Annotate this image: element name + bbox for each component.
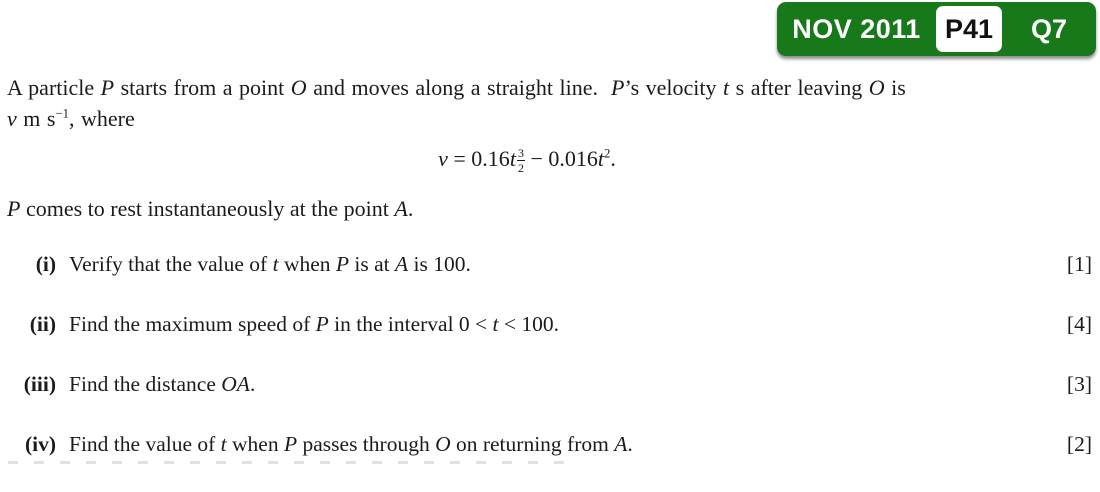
question-text: Find the distance OA.: [69, 372, 256, 396]
exam-reference-badge: [777, 2, 1096, 56]
marks-label: [4]: [1066, 312, 1092, 336]
marks-label: [3]: [1066, 372, 1092, 396]
question-text: Verify that the value of t when P is at A is 100.: [69, 252, 471, 276]
rest-statement: P comes to rest instantaneously at the point A.: [7, 196, 414, 221]
badge-paper-label: P41: [944, 13, 994, 44]
question-text: Find the maximum speed of P in the interval 0 < t < 100.: [69, 312, 560, 336]
question-text: Find the value of t when P passes through O on returning from A.: [69, 432, 633, 456]
question-list: [0, 252, 1100, 492]
badge-session-label: NOV 2011: [792, 13, 921, 44]
badge-question-label: Q7: [1030, 13, 1068, 44]
intro-line-1: A particle P starts from a point O and moves along a straight line. P’s velocity t s after leaving O is: [7, 75, 906, 100]
velocity-equation: v = 0.16t $\frac{3}{2}$ − $0.016t^2$.: [438, 146, 616, 175]
question-row-i: [0, 252, 1100, 278]
question-row-iv: [0, 432, 1100, 458]
question-label: (ii): [29, 312, 56, 336]
question-row-iii: [0, 372, 1100, 398]
question-label: (iii): [23, 372, 56, 396]
marks-label: [2]: [1066, 432, 1092, 456]
marks-label: [1]: [1066, 252, 1092, 276]
intro-paragraph: [7, 72, 1100, 134]
question-row-ii: [0, 312, 1100, 338]
badge-paper-box: [936, 6, 1002, 52]
question-label: (i): [35, 252, 56, 276]
question-label: (iv): [24, 432, 56, 456]
intro-line-2: v m $s^{-1}$, where: [7, 106, 135, 131]
